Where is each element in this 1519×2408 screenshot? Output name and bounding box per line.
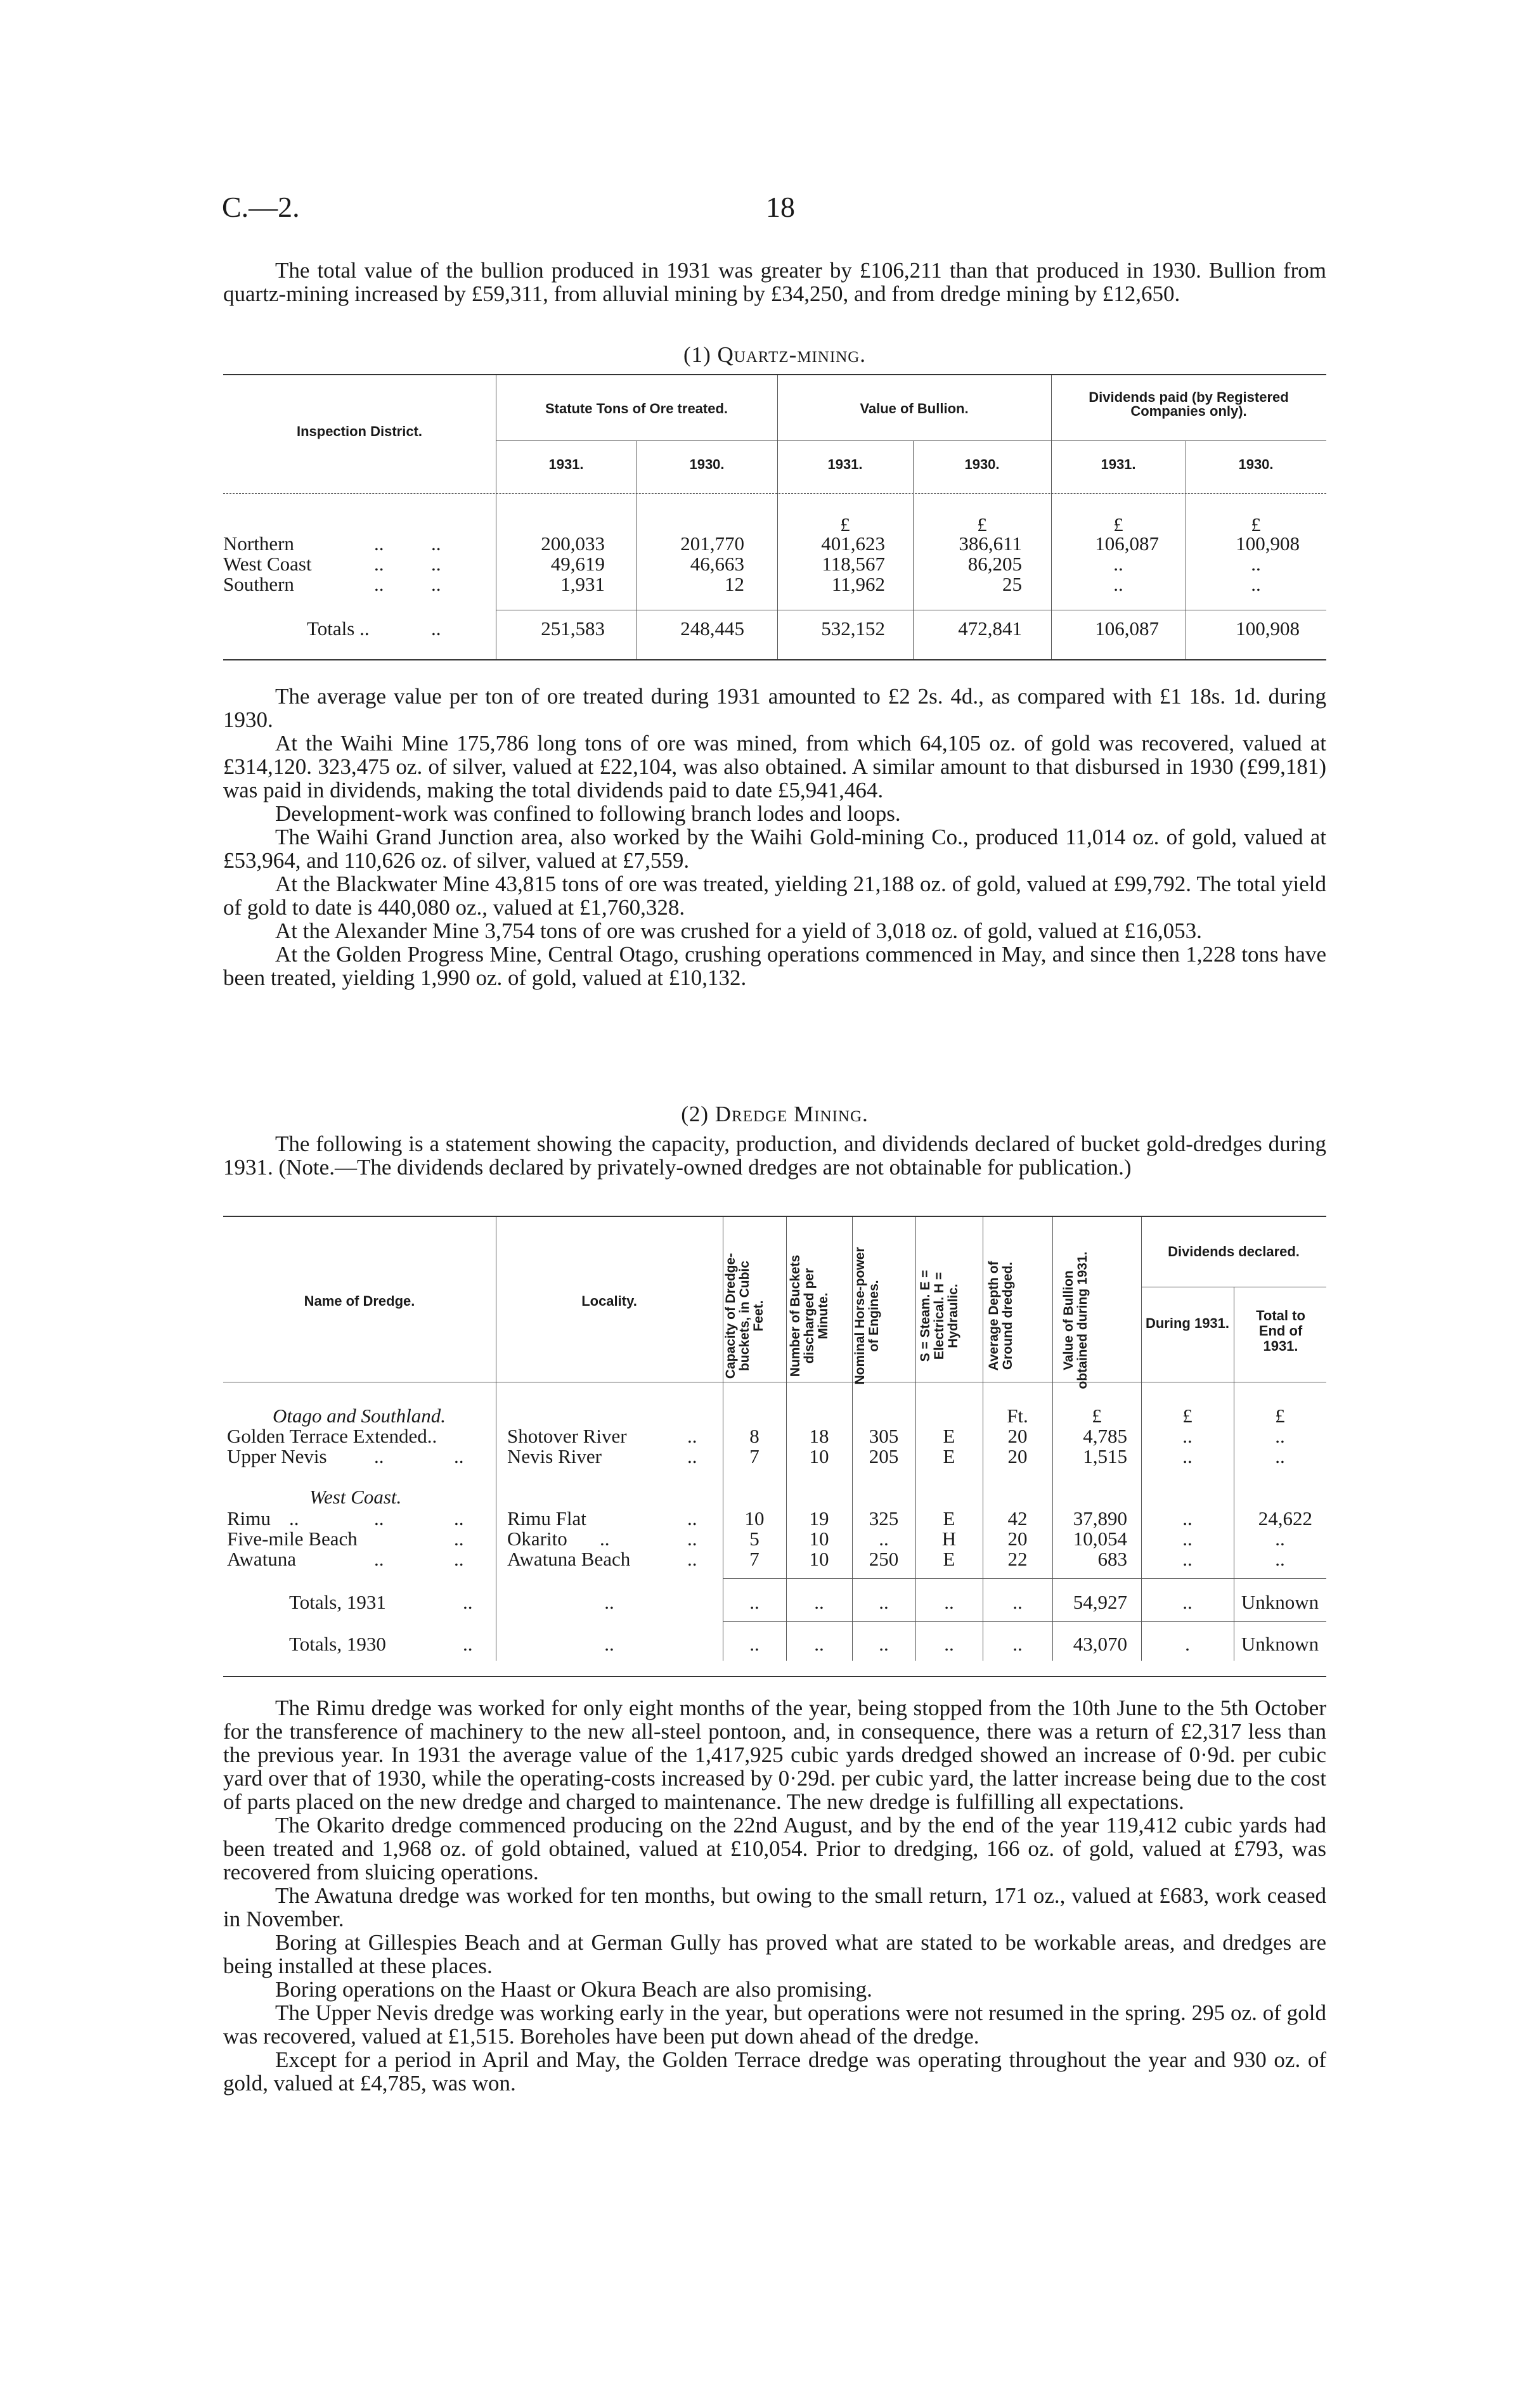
quartz-paragraphs: The average value per ton of ore treated during 1931 amounted to £2 2s. 4d., as compared with £1 18s. 1d. during 1930. At the Waihi Mine 175,786 long tons of ore was mined, from which 64,105 oz. of gold was recovered, valued at £314,120. 323,475 oz. of silver, valued at £22,104, was also obtained. A similar amount to that disbursed in 1930 (£99,181) was paid in dividends, making the total dividends paid to date £5,941,464. Development-work was confined to following branch lodes and loops. The Waihi Grand Junction area, also worked by the Waihi Gold-mining Co., produced 11,014 oz. of gold, valued at £53,964, and 110,626 oz. of silver, valued at £7,559. At the Blackwater Mine 43,815 tons of ore was treated, yielding 21,188 oz. of gold, valued at £99,792. The total yield of gold to date is 440,080 oz., valued at £1,760,328. At the Alexander Mine 3,754 tons of ore was crushed for a yield of 3,018 oz. of gold, valued at £16,053. At the Golden Progress Mine, Central Otago, crushing operations commenced in May, and since then 1,228 tons have been treated, yielding 1,990 oz. of gold, valued at £10,132.: [223, 684, 1326, 990]
col-tons-1930: 1930.: [689, 456, 725, 472]
col-dredge-name: Name of Dredge.: [304, 1293, 415, 1309]
col-dividends: Dividends paid (by Registered Companies only).: [1089, 389, 1289, 419]
group-heading: West Coast.: [309, 1486, 402, 1508]
unit-pound: £: [1182, 1405, 1193, 1427]
col-div-1931: 1931.: [1101, 456, 1136, 472]
col-value: Value of Bullion.: [860, 401, 969, 416]
document-page: C.—2. 18 The total value of the bullion produced in 1931 was greater by £106,211 than that produced in 1930. Bullion from quartz-mining increased by £59,311, from alluvial mining by £34,250, and from dredge mining by £12,650. (1) Quartz-mining. Inspection District. Statute Tons of Ore treated. Value of Bullion. Dividends paid (by Registered Companies only). 1931. 1930. 1931. 1930. 1931. 1930. £ £ £ £ Northern .. .. 200,033 201,770 401,623 386,611 106,087 100,908 West Coast .. .. 49,619 46,663 118,567 86,205 .. .. Southern .. .. 1,931 12 11,962 25 .. .. Totals .. .. 251,583 248,445 532,152 472,841 106,087 100,908 The average value per ton of ore treated during 1931 amounted to £2 2s. 4d., as compared with £1 18s. 1d. during 1930. At the Waihi Mine 175,786 long tons of ore was mined, from which 64,105 oz. of gold was recovered, valued at £314,120. 323,475 oz. of silver, valued at £22,104, was also obtained. A similar amount to that disbursed in 1930 (£99,181) was paid in dividends, making the total dividends paid to date £5,941,464. Development-work was confined to following branch lodes and loops. The Waihi Grand Junction area, also worked by the Waihi Gold-mining Co., produced 11,014 oz. of gold, valued at £53,964, and 110,626 oz. of silver, valued at £7,559. At the Blackwater Mine 43,815 tons of ore was treated, yielding 21,188 oz. of gold, valued at £99,792. The total yield of gold to date is 440,080 oz., valued at £1,760,328. At the Alexander Mine 3,754 tons of ore was crushed for a yield of 3,018 oz. of gold, valued at £16,053. At the Golden Progress Mine, Central Otago, crushing operations commenced in May, and since then 1,228 tons have been treated, yielding 1,990 oz. of gold, valued at £10,132. (2) Dredge Mining. The following is a statement showing the capacity, production, and dividends declared of bucket gold-dredges during 1931. (Note.—The dividends declared by privately-owned dredges are not obtainable for publication.) Name of Dredge. Locality. Capacity of Dredge-buckets, in Cubic Feet. Number of Buckets discharged per Minute. Nominal Horse-power of Engines. S = Steam. E = Electrical. H = Hydraulic. Average Depth of Ground dredged. Value of Bullion obtained during 1931. Dividends declared. During 1931. Total to End of 1931. Ft. £ £ £ Otago and Southland. Golden Terrace Extended.. Shotover River .. 8 18 305 E 20 4,785 .. .. Upper Nevis .. .. Nevis River .. 7 10 205 E 20 1,515 .. .. West Coast. Rimu .. .. .. Rimu Flat .. 10 19 325 E 42 37,890 .. 24,622 Five-mile Beach .. Okarito .. .. 5 10 .. H 20 10,054 .. .. Awatuna .. .. Awatuna Beach .. 7 10 250 E 22 683 .. .. Totals, 1931 .. .. .. .. .. .. .. 54,927 .. Unknown Totals, 1930 .. .. .. .. .. .. .. 43,070 . Unknown The Rimu dredge was worked for only eight months of the year, being stopped from the 10th June to the 5th October for the transference of machinery to the new all-steel pontoon, and, in consequence, there was a return of £2,317 less than the previous year. In 1931 the average value of the 1,417,925 cubic yards dredged showed an increase of 0·9d. per cubic yard over that of 1930, while the operating-costs increased by 0·29d. per cubic yard, the latter increase being due to the cost of parts placed on the new dredge and charged to maintenance. The new dredge is fulfilling all expectations. The Okarito dredge commenced producing on the 22nd August, and by the end of the year 119,412 cubic yards had been treated and 1,968 oz. of gold obtained, valued at £10,054. Prior to dredging, 166 oz. of gold, valued at £793, was recovered from sluicing operations. The Awatuna dredge was worked for ten months, but owing to the small return, 171 oz., valued at £683, work ceased in November. Boring at Gillespies Beach and at German Gully has proved what are stated to be workable areas, and dredges are being installed at these places. Boring operations on the Haast or Okura Beach are also promising. The Upper Nevis dredge was working early in the year, but operations were not resumed in the spring. 295 oz. of gold was recovered, valued at £1,515. Boreholes have been put down ahead of the dredge. Except for a period in April and May, the Golden Terrace dredge was operating throughout the year and 930 oz. of gold, valued at £4,785, was won.: [222, 191, 1326, 2096]
unit-ft: Ft.: [1007, 1405, 1028, 1427]
unit-pound: £: [1275, 1405, 1285, 1427]
col-dividends-declared: Dividends declared.: [1168, 1244, 1300, 1259]
dredge-intro-paragraph: The following is a statement showing the capacity, production, and dividends declared of bucket gold-dredges during 1931. (Note.—The dividends declared by privately-owned dredges are not obtainable for publication.): [223, 1131, 1326, 1180]
col-district: Inspection District.: [296, 423, 423, 439]
unit-pound: £: [840, 513, 850, 536]
col-bullion: Value of Bullion obtained during 1931.: [1061, 1251, 1090, 1389]
dredge-section-title: (2) Dredge Mining.: [681, 1102, 869, 1126]
col-div-1930: 1930.: [1238, 456, 1274, 472]
col-during-1931: During 1931.: [1145, 1315, 1230, 1331]
col-buckets: Number of Buckets discharged per Minute.: [788, 1254, 831, 1377]
dredge-paragraphs: The Rimu dredge was worked for only eight months of the year, being stopped from the 10th June to the 5th October for the transference of machinery to the new all-steel pontoon, and, in consequence, there was a return of £2,317 less than the previous year. In 1931 the average value of the 1,417,925 cubic yards dredged showed an increase of 0·9d. per cubic yard over that of 1930, while the operating-costs increased by 0·29d. per cubic yard, the latter increase being due to the cost of parts placed on the new dredge and charged to maintenance. The new dredge is fulfilling all expectations. The Okarito dredge commenced producing on the 22nd August, and by the end of the year 119,412 cubic yards had been treated and 1,968 oz. of gold obtained, valued at £10,054. Prior to dredging, 166 oz. of gold, valued at £793, was recovered from sluicing operations. The Awatuna dredge was worked for ten months, but owing to the small return, 171 oz., valued at £683, work ceased in November. Boring at Gillespies Beach and at German Gully has proved what are stated to be workable areas, and dredges are being installed at these places. Boring operations on the Haast or Okura Beach are also promising. The Upper Nevis dredge was working early in the year, but operations were not resumed in the spring. 295 oz. of gold was recovered, valued at £1,515. Boreholes have been put down ahead of the dredge. Except for a period in April and May, the Golden Terrace dredge was operating throughout the year and 930 oz. of gold, valued at £4,785, was won.: [223, 1696, 1326, 2096]
intro-paragraph: The total value of the bullion produced in 1931 was greater by £106,211 than that produced in 1930. Bullion from quartz-mining increased by £59,311, from alluvial mining by £34,250, and from dredge mining by £12,650.: [223, 258, 1326, 306]
col-horse-power: Nominal Horse-power of Engines.: [853, 1247, 881, 1385]
col-tons: Statute Tons of Ore treated.: [545, 401, 728, 416]
unit-pound: £: [1251, 513, 1261, 536]
col-locality: Locality.: [581, 1293, 637, 1309]
unit-pound: £: [977, 513, 987, 536]
quartz-section-title: (1) Quartz-mining.: [683, 342, 867, 367]
col-value-1931: 1931.: [827, 456, 863, 472]
page-reference: C.—2.: [222, 191, 300, 223]
unit-pound: £: [1092, 1405, 1102, 1427]
group-heading: Otago and Southland.: [273, 1405, 446, 1427]
col-total-to-end: Total to End of 1931.: [1256, 1308, 1305, 1354]
col-capacity: Capacity of Dredge-buckets, in Cubic Feet.: [723, 1252, 766, 1379]
col-depth: Average Depth of Ground dredged.: [986, 1261, 1015, 1371]
col-tons-1931: 1931.: [548, 456, 584, 472]
col-value-1930: 1930.: [964, 456, 1000, 472]
unit-pound: £: [1113, 513, 1123, 536]
col-power-type: S = Steam. E = Electrical. H = Hydraulic.: [918, 1270, 960, 1362]
page-number: 18: [766, 191, 795, 223]
